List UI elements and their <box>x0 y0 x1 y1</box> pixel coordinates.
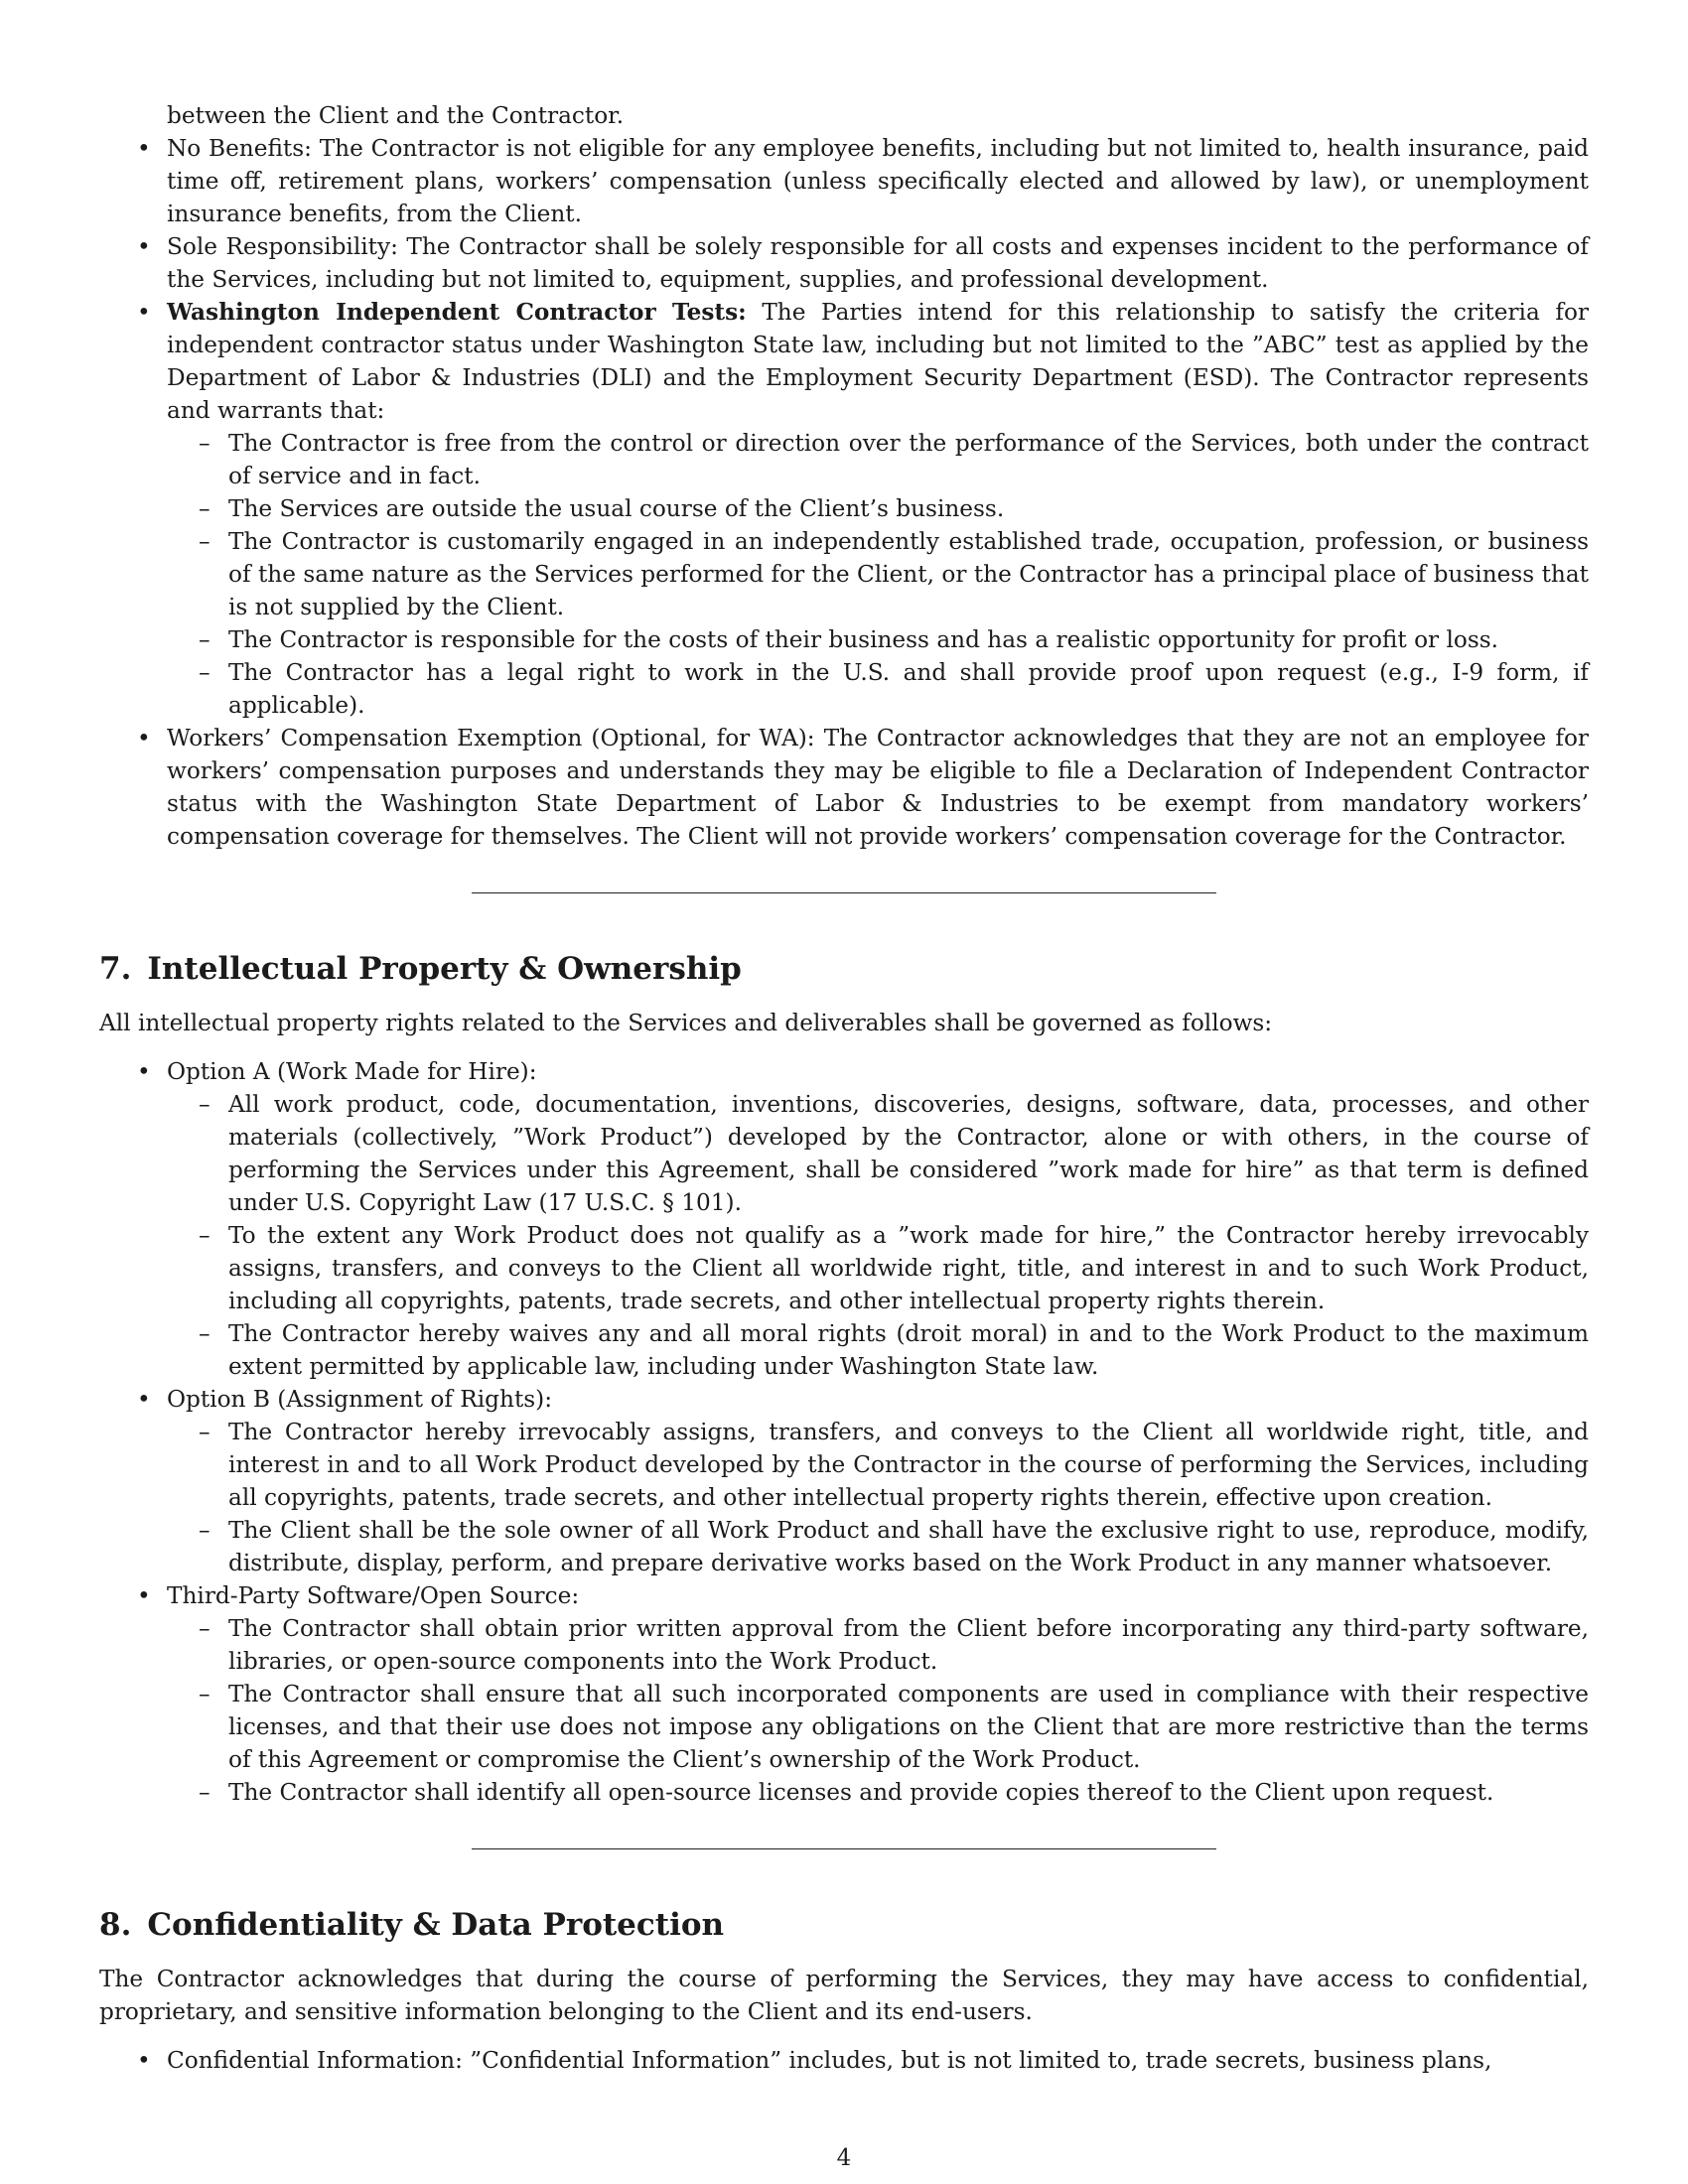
list-item-third-party <box>99 1579 1589 1809</box>
sublist-item <box>167 1416 1589 1514</box>
section-divider <box>472 1848 1216 1849</box>
option-a-sublist <box>167 1088 1589 1383</box>
section-number: 8. <box>99 1907 132 1943</box>
list-item-wa-tests <box>99 296 1589 722</box>
sublist-item <box>167 1514 1589 1579</box>
sublist-item <box>167 1678 1589 1776</box>
section6-list <box>99 132 1589 853</box>
page-number: 4 <box>836 2145 852 2171</box>
top-fragment-text: between the Client and the Contractor. <box>167 102 625 129</box>
list-item-text: • No Benefits: The Contractor is not eligible for any employee benefits, including but not limited to, health insurance, paid time off, retirement plans, workers’ compensation (unless specifically elected and allowed by law), or unemployment insurance benefits, from the Client. <box>167 135 1589 227</box>
sublist-item-text: – The Contractor shall identify all open-source licenses and provide copies thereof to the Client upon request. <box>228 1779 1494 1806</box>
wa-tests-sublist <box>167 427 1589 722</box>
sublist-item-text: – The Contractor is responsible for the costs of their business and has a realistic opportunity for profit or loss. <box>228 626 1499 653</box>
sublist-item-text: – The Services are outside the usual course of the Client’s business. <box>228 495 1005 522</box>
sublist-item <box>167 656 1589 722</box>
sublist-item <box>167 1612 1589 1678</box>
sublist-item <box>167 1776 1589 1809</box>
sublist-item <box>167 1219 1589 1317</box>
sublist-item <box>167 492 1589 525</box>
sublist-item <box>167 623 1589 656</box>
sublist-item-text: – The Contractor shall obtain prior written approval from the Client before incorporating any third-party software, libraries, or open-source components into the Work Product. <box>228 1615 1589 1675</box>
list-item-text: • Option A (Work Made for Hire): <box>167 1058 537 1085</box>
section7-intro: All intellectual property rights related to the Services and deliverables shall be governed as follows: <box>99 1010 1273 1036</box>
section8-intro: The Contractor acknowledges that during the course of performing the Services, they may have access to confidential, proprietary, and sensitive information belonging to the Client and its end-users. <box>99 1966 1589 2025</box>
sublist-item-text: – To the extent any Work Product does not qualify as a ”work made for hire,” the Contractor hereby irrevocably assigns, transfers, and conveys to the Client all worldwide right, title, and interest in and to such Work Product, including all copyrights, patents, trade secrets, and other intellectual property rights therein. <box>228 1222 1589 1314</box>
list-item-text: • Third-Party Software/Open Source: <box>167 1582 580 1609</box>
list-item-text: • Sole Responsibility: The Contractor shall be solely responsible for all costs and expenses incident to the performance of the Services, including but not limited to, equipment, supplies, and professional development. <box>167 233 1589 293</box>
sublist-item <box>167 427 1589 492</box>
option-b-sublist <box>167 1416 1589 1579</box>
section-title: Intellectual Property & Ownership <box>147 951 742 987</box>
section-number: 7. <box>99 951 132 987</box>
list-item-option-b <box>99 1383 1589 1579</box>
list-item-sole-responsibility <box>99 230 1589 296</box>
section7-heading <box>99 949 1589 989</box>
list-item-option-a <box>99 1055 1589 1383</box>
section7-list <box>99 1055 1589 1809</box>
list-item-no-benefits <box>99 132 1589 230</box>
sublist-item-text: – The Contractor is customarily engaged in an independently established trade, occupation, profession, or business of the same nature as the Services performed for the Client, or the Contractor has a principal place of business that is not supplied by the Client. <box>228 528 1589 620</box>
sublist-item-text: – The Client shall be the sole owner of all Work Product and shall have the exclusive right to use, reproduce, modify, distribute, display, perform, and prepare derivative works based on the Work Product in any manner whatsoever. <box>228 1517 1589 1576</box>
wa-tests-body: The Parties intend for this relationship to satisfy the criteria for independent contractor status under Washington State law, including but not limited to the ”ABC” test as applied by the Department of Labor & Industries (DLI) and the Employment Security Department (ESD). The Contractor represents and warrants that: <box>167 299 1589 424</box>
list-item-text: • Confidential Information: ”Confidential Information” includes, but is not limited to, trade secrets, business plans, <box>167 2047 1492 2074</box>
section-divider <box>472 892 1216 893</box>
section8-heading <box>99 1905 1589 1945</box>
wa-tests-label: Washington Independent Contractor Tests: <box>167 299 747 326</box>
sublist-item <box>167 525 1589 623</box>
list-item-text: • Option B (Assignment of Rights): <box>167 1386 553 1413</box>
section8-list <box>99 2044 1589 2077</box>
sublist-item <box>167 1317 1589 1383</box>
sublist-item-text: – The Contractor has a legal right to work in the U.S. and shall provide proof upon request (e.g., I-9 form, if applicable). <box>228 659 1589 719</box>
continued-paragraph <box>99 99 1589 132</box>
list-item-text: • Workers’ Compensation Exemption (Optional, for WA): The Contractor acknowledges that they are not an employee for workers’ compensation purposes and understands they may be eligible to file a Declaration of Independent Contractor status with the Washington State Department of Labor & Industries to be exempt from mandatory workers’ compensation coverage for themselves. The Client will not provide workers’ compensation coverage for the Contractor. <box>167 725 1589 850</box>
sublist-item-text: – The Contractor is free from the control or direction over the performance of the Services, both under the contract of service and in fact. <box>228 430 1589 489</box>
section-title: Confidentiality & Data Protection <box>147 1907 725 1943</box>
sublist-item-text: – All work product, code, documentation, inventions, discoveries, designs, software, data, processes, and other materials (collectively, ”Work Product”) developed by the Contractor, alone or with others, in the course of performing the Services under this Agreement, shall be considered ”work made for hire” as that term is defined under U.S. Copyright Law (17 U.S.C. § 101). <box>228 1091 1589 1216</box>
sublist-item-text: – The Contractor shall ensure that all such incorporated components are used in compliance with their respective licenses, and that their use does not impose any obligations on the Client that are more restrictive than the terms of this Agreement or compromise the Client’s ownership of the Work Product. <box>228 1681 1589 1773</box>
list-item-confidential-info <box>99 2044 1589 2077</box>
sublist-item <box>167 1088 1589 1219</box>
sublist-item-text: – The Contractor hereby waives any and all moral rights (droit moral) in and to the Work Product to the maximum extent permitted by applicable law, including under Washington State law. <box>228 1320 1589 1380</box>
sublist-item-text: – The Contractor hereby irrevocably assigns, transfers, and conveys to the Client all worldwide right, title, and interest in and to all Work Product developed by the Contractor in the course of performing the Services, including all copyrights, patents, trade secrets, and other intellectual property rights therein, effective upon creation. <box>228 1419 1589 1511</box>
document-page <box>99 99 1589 2077</box>
list-item-text <box>167 296 1589 427</box>
third-party-sublist <box>167 1612 1589 1809</box>
list-item-workers-comp <box>99 722 1589 853</box>
